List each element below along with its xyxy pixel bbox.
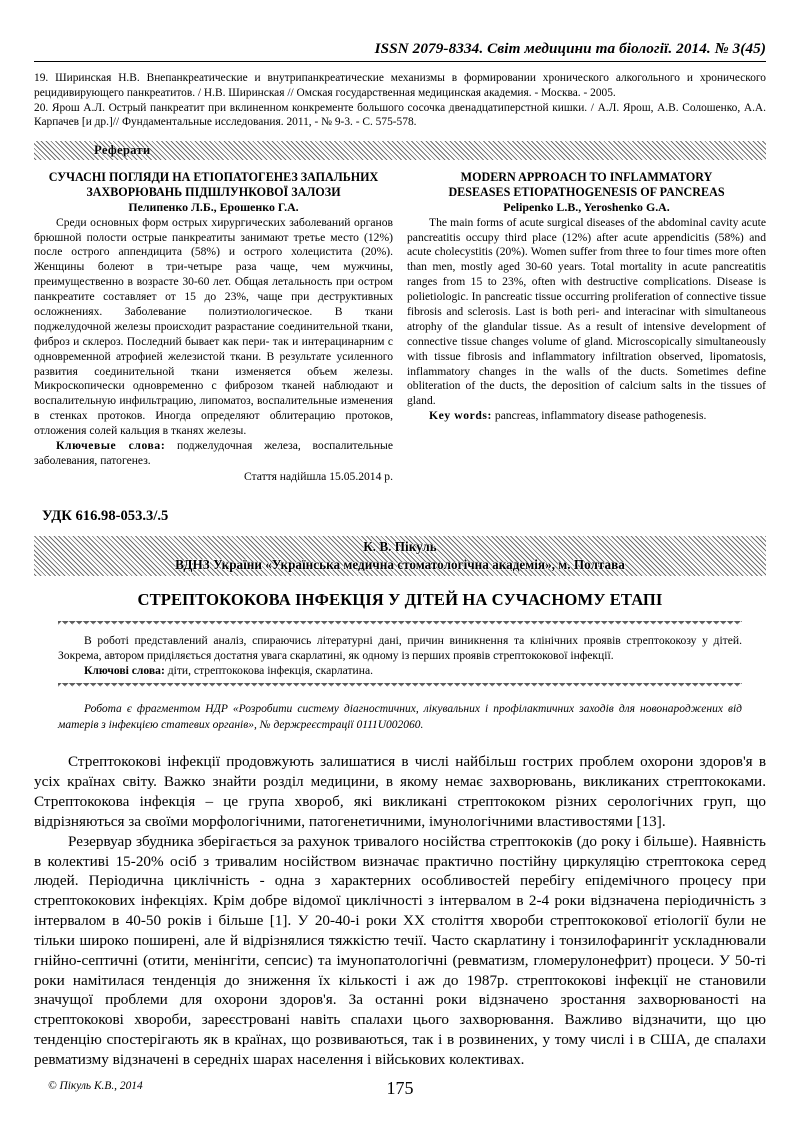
zigzag-divider-top <box>58 621 742 628</box>
research-grant-note: Робота є фрагментом НДР «Розробити систему діагностичних, лікувальних і профілактичних заходів для новонароджених від матерів з інфекцією статевих органів», № держреєстрації 0111U002060. <box>58 703 742 731</box>
abstract-keywords-label-en: Key words: <box>429 409 492 423</box>
abstract-title-en <box>407 170 766 200</box>
section-banner-label: Реферати <box>94 143 151 158</box>
header-rule <box>34 61 766 62</box>
abstract-keywords-en <box>407 409 766 424</box>
copyright-notice: © Пікуль К.В., 2014 <box>48 1080 143 1092</box>
article-body <box>34 752 766 1069</box>
abstract-title-uk-line1: СУЧАСНІ ПОГЛЯДИ НА ЕТІОПАТОГЕНЕЗ ЗАПАЛЬНИХ <box>48 170 379 185</box>
udk-code: УДК 616.98-053.3/.5 <box>42 507 169 524</box>
running-head: ISSN 2079-8334. Світ медицини та біології. 2014. № 3(45) <box>374 40 766 57</box>
abstract-keywords-text-ru: поджелудочная железа, воспалительные заболевания, патогенез. <box>34 439 393 467</box>
abstract-keywords-ru <box>34 439 393 469</box>
reference-item-19: 19. Ширинская Н.В. Внепанкреатические и внутрипанкреатические механизмы в формировании хронического алкогольного и хронического рецидивирующего панкреатитов. / Н.В. Ширинская // Омская государственная медицинская академия. - Москва. - 2005. <box>34 72 766 99</box>
article-keywords-text: діти, стрептококова інфекція, скарлатина. <box>164 664 374 678</box>
reference-list <box>34 71 766 130</box>
zigzag-divider-bottom <box>58 683 742 690</box>
article-keywords <box>58 663 742 678</box>
article-author: К. В. Пікуль <box>363 538 437 554</box>
abstract-keywords-label-ru: Ключевые слова: <box>56 439 166 453</box>
article-keywords-label: Ключові слова: <box>84 664 165 678</box>
page-number: 175 <box>386 1078 414 1098</box>
article-affiliation: ВДНЗ України «Українська медична стоматологічна академія», м. Полтава <box>175 556 625 572</box>
article-abstract <box>58 633 742 678</box>
abstract-title-uk-line2: ЗАХВОРЮВАНЬ ПІДШЛУНКОВОЇ ЗАЛОЗИ <box>86 185 341 200</box>
page-footer <box>34 1078 766 1100</box>
article-abstract-body: В роботі представлений аналіз, спираючись літературні дані, причин виникнення та клінічних проявів стрептококозу у дітей. Зокрема, автором приділяється достатня увага скарлатині, як одному із перших проявів стрептококової інфекції. <box>58 634 742 663</box>
abstract-authors-en: Pelipenko L.B., Yeroshenko G.A. <box>503 199 670 214</box>
abstract-body-en: The main forms of acute surgical diseases of the abdominal cavity acute pancreatitis occupy third place (12%) after acute appendicitis (58%) and acute cholecystitis (20%). Women suffer from three to four times more often than men, mostly aged 30-60 years. Total mortality in acute pancreatitis ranges from 15 to 23%, often with destructive complications. Disease is polietiologic. In pancreatic tissue occurring proliferation of connective tissue fibrosis and sclerosis. Last is both peri- and interacinar with simultaneous atrophy of the glandular tissue. As a result of intensive development of connective tissue changes volume of gland. Microscopically simultaneously with tissue fibrosis and inflammatory infiltration observed, lipomatosis, inflammatory changes in the walls of the ducts. Sometimes define obliteration of the ducts, the deposition of calcium salts in the tissues of gland. <box>407 215 766 408</box>
abstract-body-ru: Среди основных форм острых хирургических заболеваний органов брюшной полости острые панкреатиты занимают третье место (12%) после острого аппендицита (58%) и острого холецистита (20%). Женщины болеют в три-четыре раза чаще, чем мужчины, преимущественно в возрасте 30-60 лет. Общая летальность при остром панкреатите составляет от 15 до 23%, чаще при деструктивных осложнениях. Заболевание полиэтиологическое. В ткани поджелудочной железы происходит разрастание соединительной ткани, фиброз и склероз. Последний бывает как пери- так и интерацинарним с одновременной атрофией железистой ткани. В результате усиленного развития соединительной ткани изменяется объем железы. Микроскопически одновременно с фиброзом тканей наблюдают и воспалительную инфильтрацию, липоматоз, воспалительные изменения в стенках протоков. Иногда определяют облитерацию протоков, отложения солей кальция в тканях железы. <box>34 215 393 438</box>
submitted-date: Стаття надійшла 15.05.2014 р. <box>243 469 393 483</box>
abstract-authors-uk: Пелипенко Л.Б., Ерошенко Г.А. <box>128 199 299 214</box>
abstract-title-uk <box>34 170 393 200</box>
body-paragraph-1: Стрептококові інфекції продовжують залишатися в числі найбільш гострих проблем охорони здоров'я в усіх країнах світу. Важко знайти розділ медицини, в якому немає захворювань, викликаних стрептококами. Стрептококова інфекція – це група хвороб, які викликані стрептококом різних серологічних груп, що відрізняються за своїми морфологічними, патогенетичними, імунологічними властивостями [13]. <box>34 753 766 830</box>
section-banner-referaty <box>34 141 766 160</box>
bilingual-abstract <box>34 170 766 483</box>
author-banner <box>34 536 766 576</box>
abstract-column-ukrainian <box>34 170 393 483</box>
abstract-title-en-line1: MODERN APPROACH TO INFLAMMATORY <box>460 170 713 185</box>
reference-item-20: 20. Ярош А.Л. Острый панкреатит при вклиненном конкременте большого сосочка двенадцатиперстной кишки. / А.Л. Ярош, А.В. Солошенко, А.А. Карпачев [и др.]// Фундаментальные исследования. 2011, - № 9-3. - С. 575-578. <box>34 101 766 129</box>
abstract-column-english <box>407 170 766 483</box>
abstract-title-en-line2: DESEASES ETIOPATHOGENESIS OF PANCREAS <box>448 185 725 200</box>
body-paragraph-2: Резервуар збудника зберігається за рахунок тривалого носійства стрептококів (до року і більше). Наявність в колективі 15-20% осіб з тривалим носійством визначає практично постійну циркуляцію стрептокока серед людей. Періодична циклічність - одна з характерних особливостей перебігу епідемічного процесу при стрептококових інфекціях. Крім добре відомої циклічності з інтервалом в 2-4 роки відзначена періодичність з інтервалом в 40-50 років і більше [1]. У 20-40-і роки ХХ століття хвороби стрептококової етіології були не тільки широко поширені, але й відрізнялися тяжкістю течії. Часто скарлатину і тонзилофарингіт ускладнювали гнійно-септичні (отити, менінгіти, сепсис) та імунопатологічні (ревматизм, гломерулонефрит) процеси. У 50-ті роки намітилася тенденція до зниження їх кількості і аж до 1987р. стрептококові інфекції не становили значущої проблеми для охорони здоров'я. За останні роки відзначено зростання захворюваності на стрептококові хвороби, зареєстровані навіть спалахи цього захворювання. Важливо відзначити, що цю тенденцію спостерігають як в країнах, що розвиваються, так і в розвинених, у тому числі і в США, де спалахи ревматизму відзначені в середніх шарах населення і військових колективах. <box>34 832 766 1068</box>
article-title: СТРЕПТОКОКОВА ІНФЕКЦІЯ У ДІТЕЙ НА СУЧАСНОМУ ЕТАПІ <box>137 590 663 610</box>
abstract-keywords-text-en: pancreas, inflammatory disease pathogenesis. <box>492 409 707 423</box>
